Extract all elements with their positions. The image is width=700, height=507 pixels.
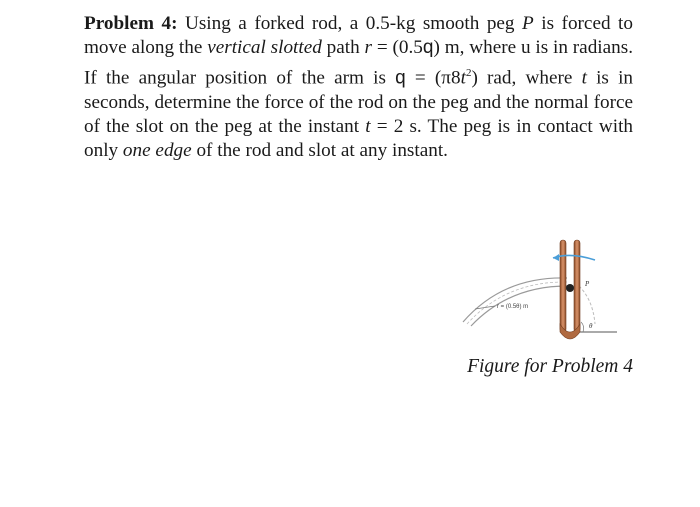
rod-tine-right <box>574 240 580 332</box>
time-symbol: t <box>460 67 466 89</box>
problem-text: of the rod and slot at any instant. <box>191 140 448 162</box>
rod-tine-left <box>560 240 566 332</box>
peg-label: P <box>585 280 590 288</box>
problem-label: Problem 4: <box>84 13 178 34</box>
slot-continuation <box>579 286 595 324</box>
theta-symbol: q <box>395 67 406 89</box>
problem-text: path <box>321 37 365 59</box>
peg-icon <box>566 284 574 292</box>
slot-centerline <box>467 282 567 324</box>
theta-symbol: q <box>422 37 434 59</box>
path-equation-label: r = (0.5θ) m <box>497 304 529 310</box>
figure-caption: Figure for Problem 4 <box>467 356 633 377</box>
problem-text: = (0.5 <box>372 37 423 59</box>
problem-text: = 2 s. The peg is in contact with only <box>84 116 633 162</box>
forked-rod-figure <box>455 228 635 348</box>
one-edge-emphasis: one edge <box>122 140 192 162</box>
rotation-arrowhead-icon <box>553 254 559 261</box>
path-type: vertical slotted <box>207 37 322 59</box>
time-symbol: t <box>581 67 587 89</box>
problem-text: is in seconds, determine the force of the rod on the peg and the normal force of the slot on the peg at the instant <box>84 67 633 138</box>
peg-symbol: P <box>522 13 534 34</box>
slot-outer-edge <box>463 278 567 322</box>
exponent: 2 <box>465 66 472 79</box>
problem-statement <box>84 12 633 164</box>
time-symbol: t <box>365 116 371 138</box>
problem-text: ) m, where u is in radians. If the angular position of the arm is <box>84 37 633 89</box>
radius-symbol: r <box>364 37 373 59</box>
problem-text: is forced to move along the <box>84 13 633 59</box>
problem-text: Using a forked rod, a 0.5-kg smooth peg <box>177 13 523 34</box>
angle-arc <box>581 322 584 332</box>
problem-text: = (π8 <box>405 67 461 89</box>
problem-text: ) rad, where <box>471 67 582 89</box>
angle-label: θ <box>589 322 593 330</box>
